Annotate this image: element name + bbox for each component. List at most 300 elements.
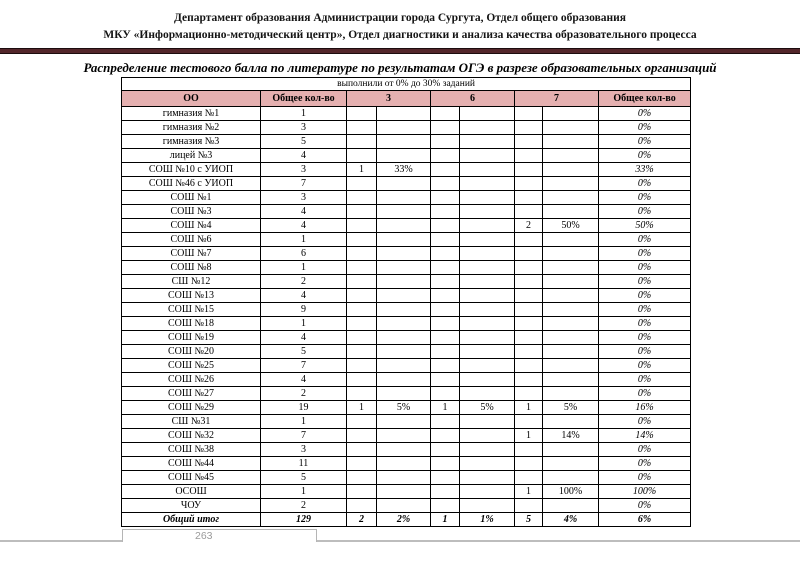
value-cell — [515, 387, 543, 401]
value-cell — [460, 429, 515, 443]
table-row — [122, 107, 691, 121]
value-cell — [347, 499, 377, 513]
value-cell — [515, 135, 543, 149]
value-cell — [543, 261, 599, 275]
value-cell — [460, 471, 515, 485]
value-cell: 0% — [599, 303, 691, 317]
value-cell — [543, 443, 599, 457]
value-cell — [347, 457, 377, 471]
value-cell — [460, 331, 515, 345]
value-cell: 1 — [261, 317, 347, 331]
value-cell — [347, 247, 377, 261]
value-cell: 1 — [515, 485, 543, 499]
value-cell — [460, 149, 515, 163]
value-cell — [515, 275, 543, 289]
value-cell — [377, 191, 431, 205]
org-name-cell: СОШ №38 — [122, 443, 261, 457]
org-name-cell: СОШ №29 — [122, 401, 261, 415]
value-cell — [431, 107, 460, 121]
value-cell: 0% — [599, 373, 691, 387]
value-cell: 6% — [599, 513, 691, 527]
value-cell — [347, 373, 377, 387]
value-cell — [347, 275, 377, 289]
value-cell: 1 — [261, 107, 347, 121]
value-cell — [431, 219, 460, 233]
value-cell — [515, 191, 543, 205]
value-cell: 0% — [599, 233, 691, 247]
org-name-cell: СОШ №6 — [122, 233, 261, 247]
value-cell: 7 — [261, 429, 347, 443]
table-row — [122, 331, 691, 345]
value-cell — [377, 373, 431, 387]
value-cell — [377, 387, 431, 401]
value-cell: 4 — [261, 205, 347, 219]
header-line-1: Департамент образования Администрации города Сургута, Отдел общего образования — [173, 12, 627, 24]
value-cell: 5% — [460, 401, 515, 415]
org-name-cell: СОШ №25 — [122, 359, 261, 373]
value-cell — [431, 303, 460, 317]
value-cell — [515, 499, 543, 513]
value-cell — [543, 303, 599, 317]
value-cell — [543, 135, 599, 149]
value-cell: 5% — [377, 401, 431, 415]
table-row — [122, 219, 691, 233]
value-cell: 0% — [599, 471, 691, 485]
table-row — [122, 303, 691, 317]
value-cell — [515, 317, 543, 331]
org-name-cell: СОШ №32 — [122, 429, 261, 443]
value-cell — [431, 471, 460, 485]
value-cell — [377, 457, 431, 471]
table-span-header-row — [122, 78, 691, 91]
value-cell — [515, 149, 543, 163]
value-cell — [515, 205, 543, 219]
value-cell — [543, 107, 599, 121]
value-cell: 16% — [599, 401, 691, 415]
value-cell: 0% — [599, 443, 691, 457]
value-cell: 5 — [261, 135, 347, 149]
org-name-cell: СШ №31 — [122, 415, 261, 429]
value-cell — [431, 443, 460, 457]
value-cell — [460, 485, 515, 499]
org-name-cell: СОШ №3 — [122, 205, 261, 219]
value-cell — [515, 121, 543, 135]
value-cell — [431, 149, 460, 163]
value-cell — [543, 499, 599, 513]
value-cell: 1 — [431, 401, 460, 415]
org-name-cell: ЧОУ — [122, 499, 261, 513]
table-row — [122, 163, 691, 177]
table-column-header-row — [122, 91, 691, 107]
value-cell — [347, 107, 377, 121]
value-cell — [543, 471, 599, 485]
value-cell — [347, 233, 377, 247]
value-cell — [543, 205, 599, 219]
org-name-cell: СОШ №8 — [122, 261, 261, 275]
value-cell: 14% — [599, 429, 691, 443]
value-cell — [543, 331, 599, 345]
value-cell: 9 — [261, 303, 347, 317]
value-cell — [543, 247, 599, 261]
value-cell — [377, 205, 431, 219]
value-cell — [377, 289, 431, 303]
col-header-oo: ОО — [122, 91, 261, 107]
value-cell — [460, 387, 515, 401]
value-cell: 0% — [599, 499, 691, 513]
value-cell — [431, 163, 460, 177]
value-cell: 1 — [347, 163, 377, 177]
value-cell: 3 — [261, 163, 347, 177]
value-cell — [460, 443, 515, 457]
table-total-row — [122, 513, 691, 527]
value-cell — [377, 177, 431, 191]
value-cell — [543, 163, 599, 177]
org-name-cell: СОШ №7 — [122, 247, 261, 261]
value-cell — [460, 317, 515, 331]
value-cell: 4% — [543, 513, 599, 527]
value-cell — [377, 429, 431, 443]
value-cell — [515, 289, 543, 303]
value-cell — [460, 457, 515, 471]
value-cell: 0% — [599, 387, 691, 401]
value-cell: 7 — [261, 177, 347, 191]
value-cell — [431, 429, 460, 443]
value-cell: 4 — [261, 289, 347, 303]
value-cell: 3 — [261, 121, 347, 135]
table-row — [122, 177, 691, 191]
value-cell — [515, 233, 543, 247]
value-cell — [431, 275, 460, 289]
value-cell — [431, 177, 460, 191]
value-cell — [431, 373, 460, 387]
value-cell: 0% — [599, 177, 691, 191]
value-cell — [460, 205, 515, 219]
value-cell — [460, 303, 515, 317]
value-cell: 1 — [515, 401, 543, 415]
value-cell — [460, 233, 515, 247]
value-cell — [431, 191, 460, 205]
table-row — [122, 457, 691, 471]
value-cell — [460, 359, 515, 373]
org-name-cell: гимназия №3 — [122, 135, 261, 149]
value-cell — [431, 415, 460, 429]
value-cell: 0% — [599, 331, 691, 345]
value-cell: 5 — [515, 513, 543, 527]
org-name-cell: СОШ №10 с УИОП — [122, 163, 261, 177]
table-row — [122, 499, 691, 513]
value-cell: 19 — [261, 401, 347, 415]
value-cell — [347, 429, 377, 443]
value-cell — [460, 191, 515, 205]
value-cell: 0% — [599, 205, 691, 219]
value-cell — [515, 471, 543, 485]
org-name-cell: СОШ №20 — [122, 345, 261, 359]
value-cell — [543, 345, 599, 359]
value-cell — [543, 177, 599, 191]
org-name-cell: Общий итог — [122, 513, 261, 527]
value-cell — [377, 331, 431, 345]
col-header-total-count: Общее кол-во — [261, 91, 347, 107]
value-cell — [377, 303, 431, 317]
value-cell: 33% — [599, 163, 691, 177]
value-cell: 1% — [460, 513, 515, 527]
value-cell — [347, 135, 377, 149]
value-cell — [460, 135, 515, 149]
value-cell: 3 — [261, 443, 347, 457]
value-cell: 0% — [599, 275, 691, 289]
value-cell — [347, 191, 377, 205]
value-cell — [431, 261, 460, 275]
value-cell — [431, 387, 460, 401]
value-cell: 0% — [599, 345, 691, 359]
value-cell — [460, 499, 515, 513]
org-name-cell: СОШ №45 — [122, 471, 261, 485]
value-cell — [431, 247, 460, 261]
table-row — [122, 317, 691, 331]
footer-rule — [0, 540, 800, 542]
value-cell: 5 — [261, 345, 347, 359]
table-body — [122, 107, 691, 527]
value-cell: 1 — [431, 513, 460, 527]
value-cell — [431, 289, 460, 303]
value-cell — [460, 275, 515, 289]
value-cell: 2 — [261, 275, 347, 289]
value-cell: 33% — [377, 163, 431, 177]
value-cell — [543, 191, 599, 205]
org-name-cell: СОШ №46 с УИОП — [122, 177, 261, 191]
value-cell: 50% — [543, 219, 599, 233]
org-name-cell: СШ №12 — [122, 275, 261, 289]
value-cell — [460, 163, 515, 177]
table-row — [122, 191, 691, 205]
header-divider-rule — [0, 48, 800, 54]
value-cell — [347, 471, 377, 485]
value-cell — [377, 135, 431, 149]
value-cell — [460, 415, 515, 429]
value-cell — [515, 303, 543, 317]
value-cell: 0% — [599, 261, 691, 275]
value-cell — [347, 205, 377, 219]
value-cell — [347, 331, 377, 345]
table-row — [122, 387, 691, 401]
table-row — [122, 261, 691, 275]
value-cell: 6 — [261, 247, 347, 261]
value-cell — [543, 415, 599, 429]
value-cell: 1 — [261, 415, 347, 429]
span-header-cell: выполнили от 0% до 30% заданий — [122, 78, 691, 91]
value-cell — [460, 121, 515, 135]
value-cell — [460, 373, 515, 387]
value-cell: 4 — [261, 219, 347, 233]
value-cell: 1 — [347, 401, 377, 415]
value-cell — [377, 275, 431, 289]
org-name-cell: СОШ №18 — [122, 317, 261, 331]
value-cell: 14% — [543, 429, 599, 443]
value-cell — [431, 345, 460, 359]
org-name-cell: СОШ №1 — [122, 191, 261, 205]
value-cell — [431, 317, 460, 331]
value-cell: 5 — [261, 471, 347, 485]
table-row — [122, 233, 691, 247]
value-cell — [515, 261, 543, 275]
value-cell — [347, 345, 377, 359]
value-cell — [543, 387, 599, 401]
value-cell — [515, 457, 543, 471]
value-cell: 0% — [599, 415, 691, 429]
value-cell — [377, 443, 431, 457]
value-cell — [347, 219, 377, 233]
value-cell: 0% — [599, 107, 691, 121]
value-cell — [543, 373, 599, 387]
table-row — [122, 149, 691, 163]
value-cell: 0% — [599, 247, 691, 261]
col-header-total-percent: Общее кол-во — [599, 91, 691, 107]
value-cell: 50% — [599, 219, 691, 233]
value-cell: 5% — [543, 401, 599, 415]
value-cell: 2 — [347, 513, 377, 527]
value-cell — [543, 233, 599, 247]
value-cell — [515, 163, 543, 177]
value-cell — [347, 443, 377, 457]
org-name-cell: СОШ №13 — [122, 289, 261, 303]
value-cell — [431, 121, 460, 135]
value-cell — [460, 177, 515, 191]
org-name-cell: СОШ №27 — [122, 387, 261, 401]
page-number-tab — [122, 529, 317, 542]
value-cell — [431, 331, 460, 345]
value-cell — [347, 317, 377, 331]
value-cell — [377, 499, 431, 513]
value-cell: 129 — [261, 513, 347, 527]
value-cell — [515, 345, 543, 359]
value-cell: 0% — [599, 121, 691, 135]
value-cell — [377, 471, 431, 485]
value-cell — [460, 345, 515, 359]
value-cell — [431, 485, 460, 499]
value-cell — [543, 457, 599, 471]
value-cell — [347, 303, 377, 317]
table-row — [122, 485, 691, 499]
table-row — [122, 345, 691, 359]
value-cell — [377, 345, 431, 359]
value-cell — [543, 149, 599, 163]
col-header-score-7: 7 — [515, 91, 599, 107]
value-cell — [377, 485, 431, 499]
value-cell — [460, 261, 515, 275]
value-cell — [515, 359, 543, 373]
value-cell: 0% — [599, 317, 691, 331]
org-name-cell: СОШ №19 — [122, 331, 261, 345]
results-table — [121, 77, 691, 527]
col-header-score-3: 3 — [347, 91, 431, 107]
table-row — [122, 247, 691, 261]
value-cell — [431, 233, 460, 247]
value-cell — [377, 261, 431, 275]
value-cell — [347, 289, 377, 303]
value-cell — [347, 121, 377, 135]
value-cell: 11 — [261, 457, 347, 471]
value-cell: 0% — [599, 191, 691, 205]
value-cell — [347, 485, 377, 499]
table-row — [122, 289, 691, 303]
value-cell — [431, 205, 460, 219]
value-cell — [377, 121, 431, 135]
table-row — [122, 275, 691, 289]
value-cell: 1 — [515, 429, 543, 443]
value-cell — [543, 317, 599, 331]
value-cell — [347, 387, 377, 401]
value-cell — [515, 415, 543, 429]
value-cell: 1 — [261, 261, 347, 275]
value-cell — [515, 177, 543, 191]
value-cell — [543, 289, 599, 303]
value-cell — [515, 373, 543, 387]
value-cell — [377, 107, 431, 121]
value-cell — [460, 219, 515, 233]
value-cell — [347, 177, 377, 191]
table-row — [122, 121, 691, 135]
value-cell: 0% — [599, 135, 691, 149]
value-cell: 2 — [261, 387, 347, 401]
value-cell — [431, 457, 460, 471]
col-header-score-6: 6 — [431, 91, 515, 107]
value-cell — [431, 135, 460, 149]
org-name-cell: СОШ №26 — [122, 373, 261, 387]
table-row — [122, 429, 691, 443]
value-cell: 7 — [261, 359, 347, 373]
table-row — [122, 401, 691, 415]
table-row — [122, 415, 691, 429]
value-cell: 4 — [261, 373, 347, 387]
value-cell — [515, 443, 543, 457]
org-name-cell: СОШ №4 — [122, 219, 261, 233]
value-cell — [377, 219, 431, 233]
value-cell: 0% — [599, 149, 691, 163]
value-cell — [431, 359, 460, 373]
value-cell — [377, 415, 431, 429]
org-name-cell: СОШ №44 — [122, 457, 261, 471]
value-cell — [377, 359, 431, 373]
org-name-cell: лицей №3 — [122, 149, 261, 163]
value-cell — [515, 331, 543, 345]
value-cell — [377, 233, 431, 247]
value-cell — [377, 317, 431, 331]
org-name-cell: СОШ №15 — [122, 303, 261, 317]
org-name-cell: гимназия №1 — [122, 107, 261, 121]
value-cell — [347, 359, 377, 373]
value-cell: 1 — [261, 485, 347, 499]
value-cell: 4 — [261, 331, 347, 345]
table-row — [122, 359, 691, 373]
value-cell: 1 — [261, 233, 347, 247]
table-row — [122, 135, 691, 149]
value-cell: 2% — [377, 513, 431, 527]
value-cell: 100% — [599, 485, 691, 499]
table-row — [122, 205, 691, 219]
value-cell: 2 — [261, 499, 347, 513]
value-cell — [515, 107, 543, 121]
page-number: 263 — [195, 530, 213, 542]
document-header — [0, 10, 800, 44]
value-cell: 100% — [543, 485, 599, 499]
value-cell — [377, 149, 431, 163]
value-cell: 0% — [599, 359, 691, 373]
org-name-cell: ОСОШ — [122, 485, 261, 499]
value-cell — [543, 359, 599, 373]
value-cell: 2 — [515, 219, 543, 233]
value-cell — [347, 261, 377, 275]
value-cell: 3 — [261, 191, 347, 205]
